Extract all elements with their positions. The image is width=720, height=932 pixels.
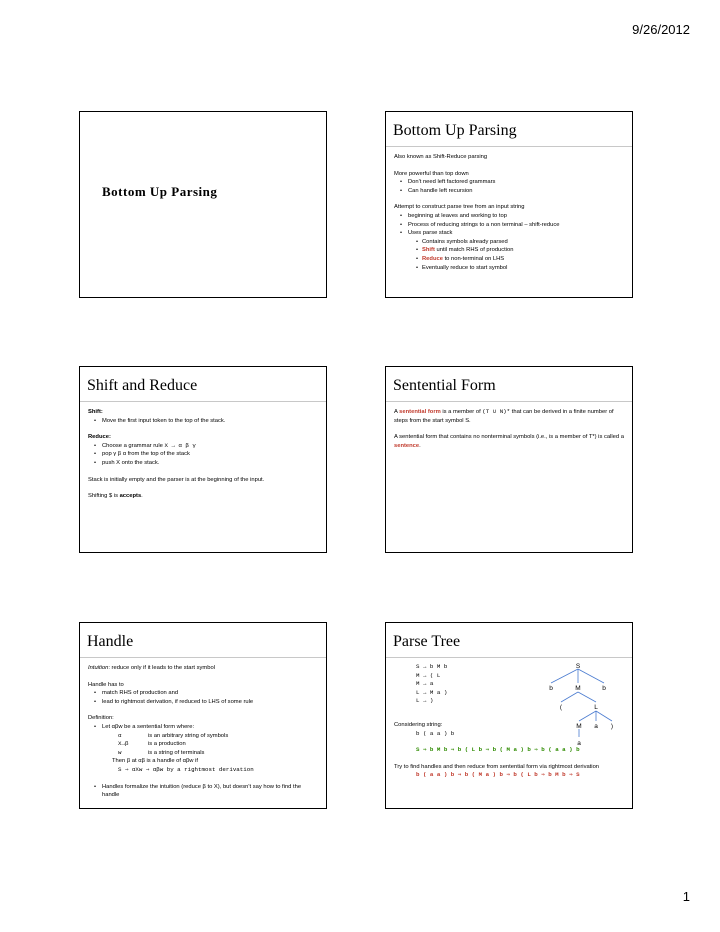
grammar-rule: L → ) bbox=[416, 697, 434, 705]
label-shift: Shift: bbox=[88, 409, 103, 415]
slide-5-body bbox=[80, 658, 326, 800]
grammar bbox=[416, 663, 447, 706]
slide-3-title: Shift and Reduce bbox=[87, 377, 198, 394]
grammar-rule: M → a bbox=[416, 680, 434, 688]
text-line: Attempt to construct parse tree from an input string bbox=[394, 204, 525, 211]
def-row: α is an arbitrary string of symbols bbox=[118, 731, 229, 739]
title-divider bbox=[386, 657, 632, 658]
sub-bullet: • Eventually reduce to start symbol bbox=[394, 264, 624, 273]
bullet: • Can handle left recursion bbox=[394, 187, 624, 196]
grammar-rule: S → b M b bbox=[416, 663, 448, 670]
tree-node: L bbox=[594, 704, 598, 711]
slide-6-body bbox=[386, 715, 633, 780]
slide-4-body bbox=[386, 402, 632, 450]
text-line: Then β at αβ is a handle of αβw if bbox=[112, 758, 198, 765]
slide-4 bbox=[385, 366, 633, 553]
slide-6 bbox=[385, 622, 633, 809]
bullet: • Handles formalize the intuition (reduce β to X), but doesn't say how to find the handle bbox=[88, 783, 318, 800]
text-line: Definition: bbox=[88, 715, 114, 722]
def-row: w is a string of terminals bbox=[118, 748, 205, 756]
bullet: • Don't need left factored grammars bbox=[394, 178, 624, 187]
text-line: b ( a a ) b bbox=[416, 729, 455, 737]
text-line: Also known as Shift-Reduce parsing bbox=[394, 154, 488, 160]
page-number: 1 bbox=[682, 889, 690, 904]
slide-2-body bbox=[386, 147, 632, 272]
bullet: • pop γ β α from the top of the stack bbox=[88, 450, 318, 459]
slide-2-title: Bottom Up Parsing bbox=[393, 122, 517, 139]
text-line: Considering string: bbox=[394, 722, 443, 728]
bullet: • Let αβw be a sentential form where: bbox=[88, 723, 318, 732]
tree-node: ) bbox=[610, 723, 614, 730]
tree-node: ( bbox=[559, 704, 563, 711]
tree-node: S bbox=[575, 663, 581, 670]
text-line: Intuition: reduce only if it leads to the start symbol bbox=[88, 665, 215, 671]
text-line: Stack is initially empty and the parser is at the beginning of the input. bbox=[88, 476, 265, 483]
slide-2 bbox=[385, 111, 633, 298]
slide-3 bbox=[79, 366, 327, 553]
slide-3-body bbox=[80, 402, 326, 501]
tree-node: M bbox=[575, 685, 581, 692]
derivation-line: S ⇒ b M b ⇒ b ( L b ⇒ b ( M a ) b ⇒ b ( a a ) b bbox=[416, 746, 580, 754]
tree-node: a bbox=[577, 740, 581, 747]
text-line: Shifting $ is accepts. bbox=[88, 493, 143, 500]
bullet: • match RHS of production and bbox=[88, 689, 318, 698]
reduction-line: b ( a a ) b ⇒ b ( M a ) b ⇒ b ( L b ⇒ b M b ⇒ S bbox=[416, 771, 580, 779]
bullet: • Uses parse stack bbox=[394, 229, 624, 238]
slide-4-title: Sentential Form bbox=[393, 377, 496, 394]
slide-5 bbox=[79, 622, 327, 809]
text-line: Try to find handles and then reduce from sentential form via rightmost derivation bbox=[394, 763, 600, 770]
text-line: S ⇒ αXw ⇒ αβw by a rightmost derivation bbox=[118, 765, 254, 773]
sub-bullet: • Reduce to non-terminal on LHS bbox=[394, 255, 624, 264]
bullet: • lead to rightmost derivation, if reduced to LHS of some rule bbox=[88, 698, 318, 707]
sub-bullet: • Shift until match RHS of production bbox=[394, 246, 624, 255]
grammar-rule: L → M a ) bbox=[416, 688, 448, 696]
sub-bullet: • Contains symbols already parsed bbox=[394, 238, 624, 247]
grammar-rule: M → ( L bbox=[416, 671, 441, 679]
bullet: • Move the first input token to the top of the stack. bbox=[88, 417, 318, 426]
header-date: 9/26/2012 bbox=[632, 22, 690, 37]
bullet: • Process of reducing strings to a non terminal – shift-reduce bbox=[394, 221, 624, 230]
def-row: X→β is a production bbox=[118, 740, 186, 748]
tree-node: a bbox=[594, 723, 598, 730]
bullet: • push X onto the stack. bbox=[88, 459, 318, 468]
slide-1-title: Bottom Up Parsing bbox=[102, 184, 218, 199]
slide-5-title: Handle bbox=[87, 633, 134, 650]
slide-6-title: Parse Tree bbox=[393, 633, 461, 650]
bullet: • Choose a grammar rule X → α β γ bbox=[88, 442, 318, 451]
slide-1 bbox=[79, 111, 327, 298]
tree-node: b bbox=[602, 685, 606, 692]
text-line: More powerful than top down bbox=[394, 170, 469, 177]
text-line: A sentential form that contains no nonterminal symbols (i.e., is a member of T*) is called a sentence. bbox=[394, 434, 624, 449]
label-reduce: Reduce: bbox=[88, 434, 111, 441]
tree-node: b bbox=[549, 685, 553, 692]
tree-node: M bbox=[576, 723, 582, 730]
bullet: • beginning at leaves and working to top bbox=[394, 212, 624, 221]
text-line: Handle has to bbox=[88, 681, 124, 688]
text-line: A sentential form is a member of (T ∪ N)* that can be derived in a finite number of steps from the start symbol S. bbox=[394, 408, 614, 424]
